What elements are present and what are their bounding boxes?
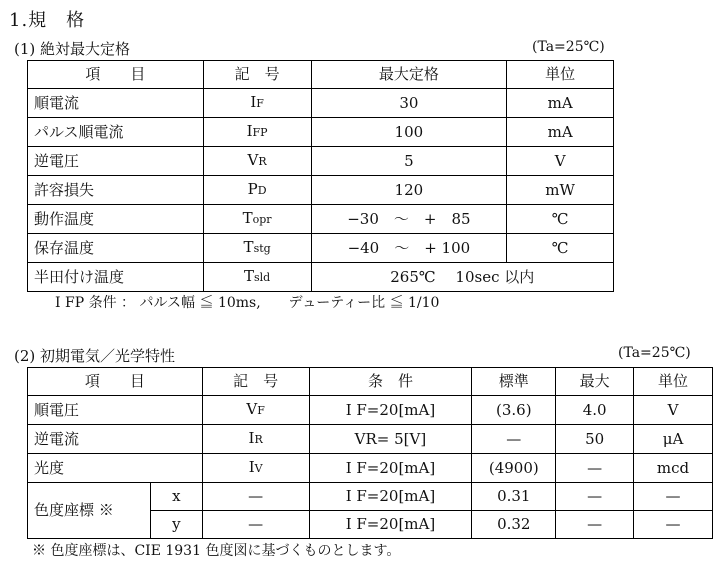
symbol-cell: [203, 205, 311, 234]
rating-cell: −30 ～ + 85: [311, 205, 507, 234]
table-row: [28, 147, 614, 176]
condition-cell: VR= 5[V]: [309, 425, 472, 454]
condition-cell: I F=20[mA]: [309, 483, 472, 511]
item-cell: 光度: [28, 454, 203, 483]
symbol-cell: [203, 234, 311, 263]
unit-cell: mcd: [634, 454, 713, 483]
typical-cell: 0.31: [472, 483, 556, 511]
item-cell: 順電圧: [28, 396, 203, 425]
unit-cell: —: [634, 483, 713, 511]
rating-cell: 120: [311, 176, 507, 205]
section2-condition: (Ta=25℃): [618, 345, 691, 361]
symbol-letter: V: [247, 151, 259, 169]
typical-cell: 0.32: [472, 511, 556, 539]
symbol-cell: [203, 263, 311, 292]
symbol-cell: [203, 118, 311, 147]
unit-cell: ℃: [507, 205, 614, 234]
section-heading: 1.規 格: [9, 10, 86, 31]
table-row: [28, 263, 614, 292]
section2-title: (2) 初期電気／光学特性: [14, 347, 176, 365]
symbol-letter: I: [250, 93, 257, 111]
max-cell: —: [556, 511, 634, 539]
rating-cell: 30: [311, 89, 507, 118]
max-cell: 4.0: [556, 396, 634, 425]
symbol-cell: [202, 425, 309, 454]
item-cell: 保存温度: [28, 234, 204, 263]
symbol-subscript: opr: [252, 213, 272, 226]
unit-cell: —: [634, 511, 713, 539]
table-row: [28, 205, 614, 234]
symbol-cell: [202, 396, 309, 425]
symbol-subscript: FP: [252, 126, 268, 139]
table-header-row: [28, 368, 713, 396]
symbol-subscript: R: [254, 433, 263, 446]
typical-cell: (4900): [472, 454, 556, 483]
max-cell: 50: [556, 425, 634, 454]
column-header: 最大: [556, 368, 634, 396]
column-header: 記 号: [203, 61, 311, 89]
table-row: [28, 176, 614, 205]
axis-cell: y: [150, 511, 202, 539]
condition-cell: I F=20[mA]: [309, 454, 472, 483]
symbol-cell: [203, 176, 311, 205]
symbol-letter: I: [248, 429, 255, 447]
item-cell: パルス順電流: [28, 118, 204, 147]
electro-optical-table: [27, 367, 713, 539]
unit-cell: mA: [507, 118, 614, 147]
symbol-letter: T: [242, 209, 253, 227]
item-cell: 順電流: [28, 89, 204, 118]
item-cell: 半田付け温度: [28, 263, 204, 292]
column-header: 記 号: [202, 368, 309, 396]
symbol-letter: T: [243, 267, 254, 285]
table-row: [28, 234, 614, 263]
table-header-row: [28, 61, 614, 89]
max-cell: —: [556, 483, 634, 511]
column-header: 単位: [634, 368, 713, 396]
column-header: 標準: [472, 368, 556, 396]
symbol-letter: I: [246, 122, 253, 140]
table-row: [28, 396, 713, 425]
max-cell: —: [556, 454, 634, 483]
column-header: 最大定格: [311, 61, 507, 89]
symbol-letter: V: [246, 400, 258, 418]
chromaticity-footnote: ※ 色度座標は、CIE 1931 色度図に基づくものとします。: [32, 543, 401, 559]
table-row: [28, 118, 614, 147]
chromaticity-label-cell: 色度座標 ※: [28, 483, 151, 539]
unit-cell: ℃: [507, 234, 614, 263]
section1-condition: (Ta=25℃): [532, 39, 605, 55]
column-header: 項 目: [28, 61, 204, 89]
symbol-letter: T: [243, 238, 254, 256]
unit-cell: V: [634, 396, 713, 425]
table-row: [28, 89, 614, 118]
unit-cell: V: [507, 147, 614, 176]
symbol-cell: —: [202, 483, 309, 511]
section1-title: (1) 絶対最大定格: [14, 40, 131, 58]
symbol-cell: [203, 89, 311, 118]
column-header: 項 目: [28, 368, 203, 396]
symbol-cell: [202, 454, 309, 483]
symbol-subscript: V: [254, 462, 263, 475]
symbol-subscript: D: [257, 184, 267, 197]
rating-cell: 265℃ 10sec 以内: [311, 263, 614, 292]
pulse-condition-note: I FP 条件 ： パルス幅 ≦ 10ms, デューティー比 ≦ 1/10: [55, 295, 440, 311]
symbol-subscript: stg: [253, 242, 271, 255]
typical-cell: (3.6): [472, 396, 556, 425]
symbol-letter: I: [248, 458, 255, 476]
item-cell: 逆電流: [28, 425, 203, 454]
condition-cell: I F=20[mA]: [309, 511, 472, 539]
absolute-max-table: [27, 60, 614, 292]
table-row: [28, 425, 713, 454]
item-cell: 動作温度: [28, 205, 204, 234]
column-header: 単位: [507, 61, 614, 89]
table-row: [28, 483, 713, 511]
condition-cell: I F=20[mA]: [309, 396, 472, 425]
axis-cell: x: [150, 483, 202, 511]
symbol-letter: P: [247, 180, 258, 198]
symbol-subscript: F: [257, 404, 265, 417]
item-cell: 許容損失: [28, 176, 204, 205]
rating-cell: 5: [311, 147, 507, 176]
typical-cell: —: [472, 425, 556, 454]
unit-cell: mW: [507, 176, 614, 205]
unit-cell: μA: [634, 425, 713, 454]
symbol-subscript: R: [258, 155, 267, 168]
rating-cell: 100: [311, 118, 507, 147]
rating-cell: −40 ～ + 100: [311, 234, 507, 263]
table-row: [28, 454, 713, 483]
symbol-subscript: sld: [254, 271, 271, 284]
column-header: 条 件: [309, 368, 472, 396]
symbol-cell: [203, 147, 311, 176]
unit-cell: mA: [507, 89, 614, 118]
item-cell: 逆電圧: [28, 147, 204, 176]
symbol-subscript: F: [256, 97, 264, 110]
symbol-cell: —: [202, 511, 309, 539]
